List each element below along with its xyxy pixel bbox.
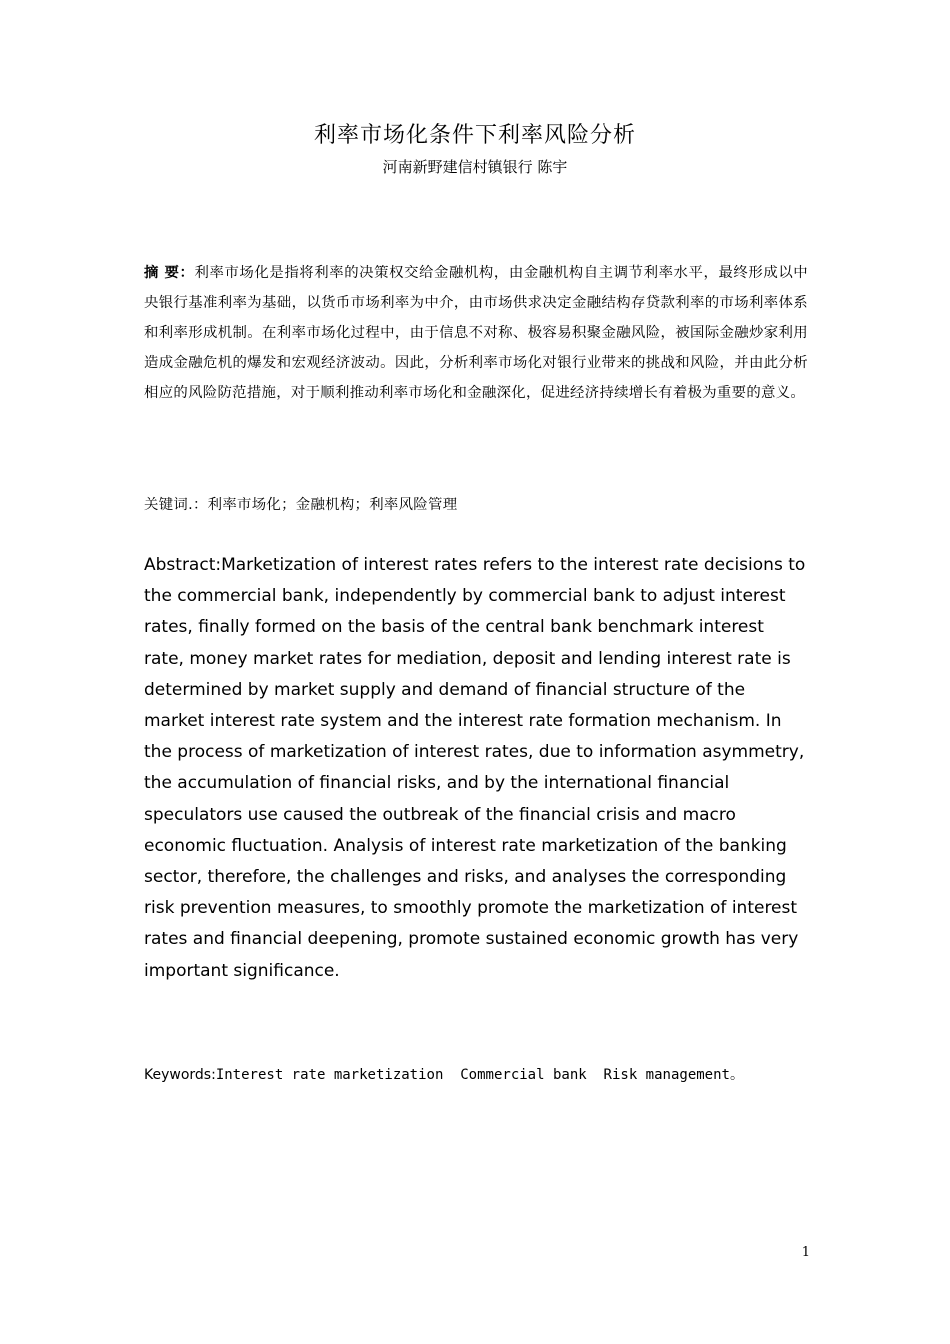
document-title: 利率市场化条件下利率风险分析	[313, 123, 636, 148]
english-keywords-text: Interest rate marketization Commercial bank Risk management。	[215, 1067, 744, 1083]
chinese-keywords-label: 关键词.：	[144, 497, 208, 513]
chinese-keywords-text: 利率市场化；金融机构；利率风险管理	[207, 497, 458, 513]
chinese-keywords	[144, 494, 808, 516]
english-keywords	[144, 1064, 808, 1086]
document-author: 河南新野建信村镇银行 陈宇	[382, 158, 568, 176]
english-abstract: Abstract:Marketization of interest rates refers to the interest rate decisions to the commercial bank, independently by commercial bank to adjust interest rates, finally formed on the basis of the central bank benchmark interest rate, money market rates for mediation, deposit and lending interest rate is determined by market supply and demand of financial structure of the market interest rate system and the interest rate formation mechanism. In the process of marketization of interest rates, due to information asymmetry, the accumulation of financial risks, and by the international financial speculators use caused the outbreak of the financial crisis and macro economic fluctuation. Analysis of interest rate marketization of the banking sector, therefore, the challenges and risks, and analyses the corresponding risk prevention measures, to smoothly promote the marketization of interest rates and financial deepening, promote sustained economic growth has very important significance.	[144, 555, 806, 981]
chinese-abstract-label: 摘 要：	[144, 265, 195, 281]
chinese-abstract	[144, 258, 808, 408]
english-keywords-label: Keywords:	[144, 1067, 216, 1083]
page-number: 1	[801, 1245, 810, 1260]
chinese-abstract-text: 利率市场化是指将利率的决策权交给金融机构，由金融机构自主调节利率水平，最终形成以中央银行基准利率为基础，以货币市场利率为中介，由市场供求决定金融结构存贷款利率的市场利率体系和利率形成机制。在利率市场化过程中，由于信息不对称、极容易积聚金融风险，被国际金融炒家利用造成金融危机的爆发和宏观经济波动。因此，分析利率市场化对银行业带来的挑战和风险，并由此分析相应的风险防范措施，对于顺利推动利率市场化和金融深化，促进经济持续增长有着极为重要的意义。	[144, 265, 808, 401]
